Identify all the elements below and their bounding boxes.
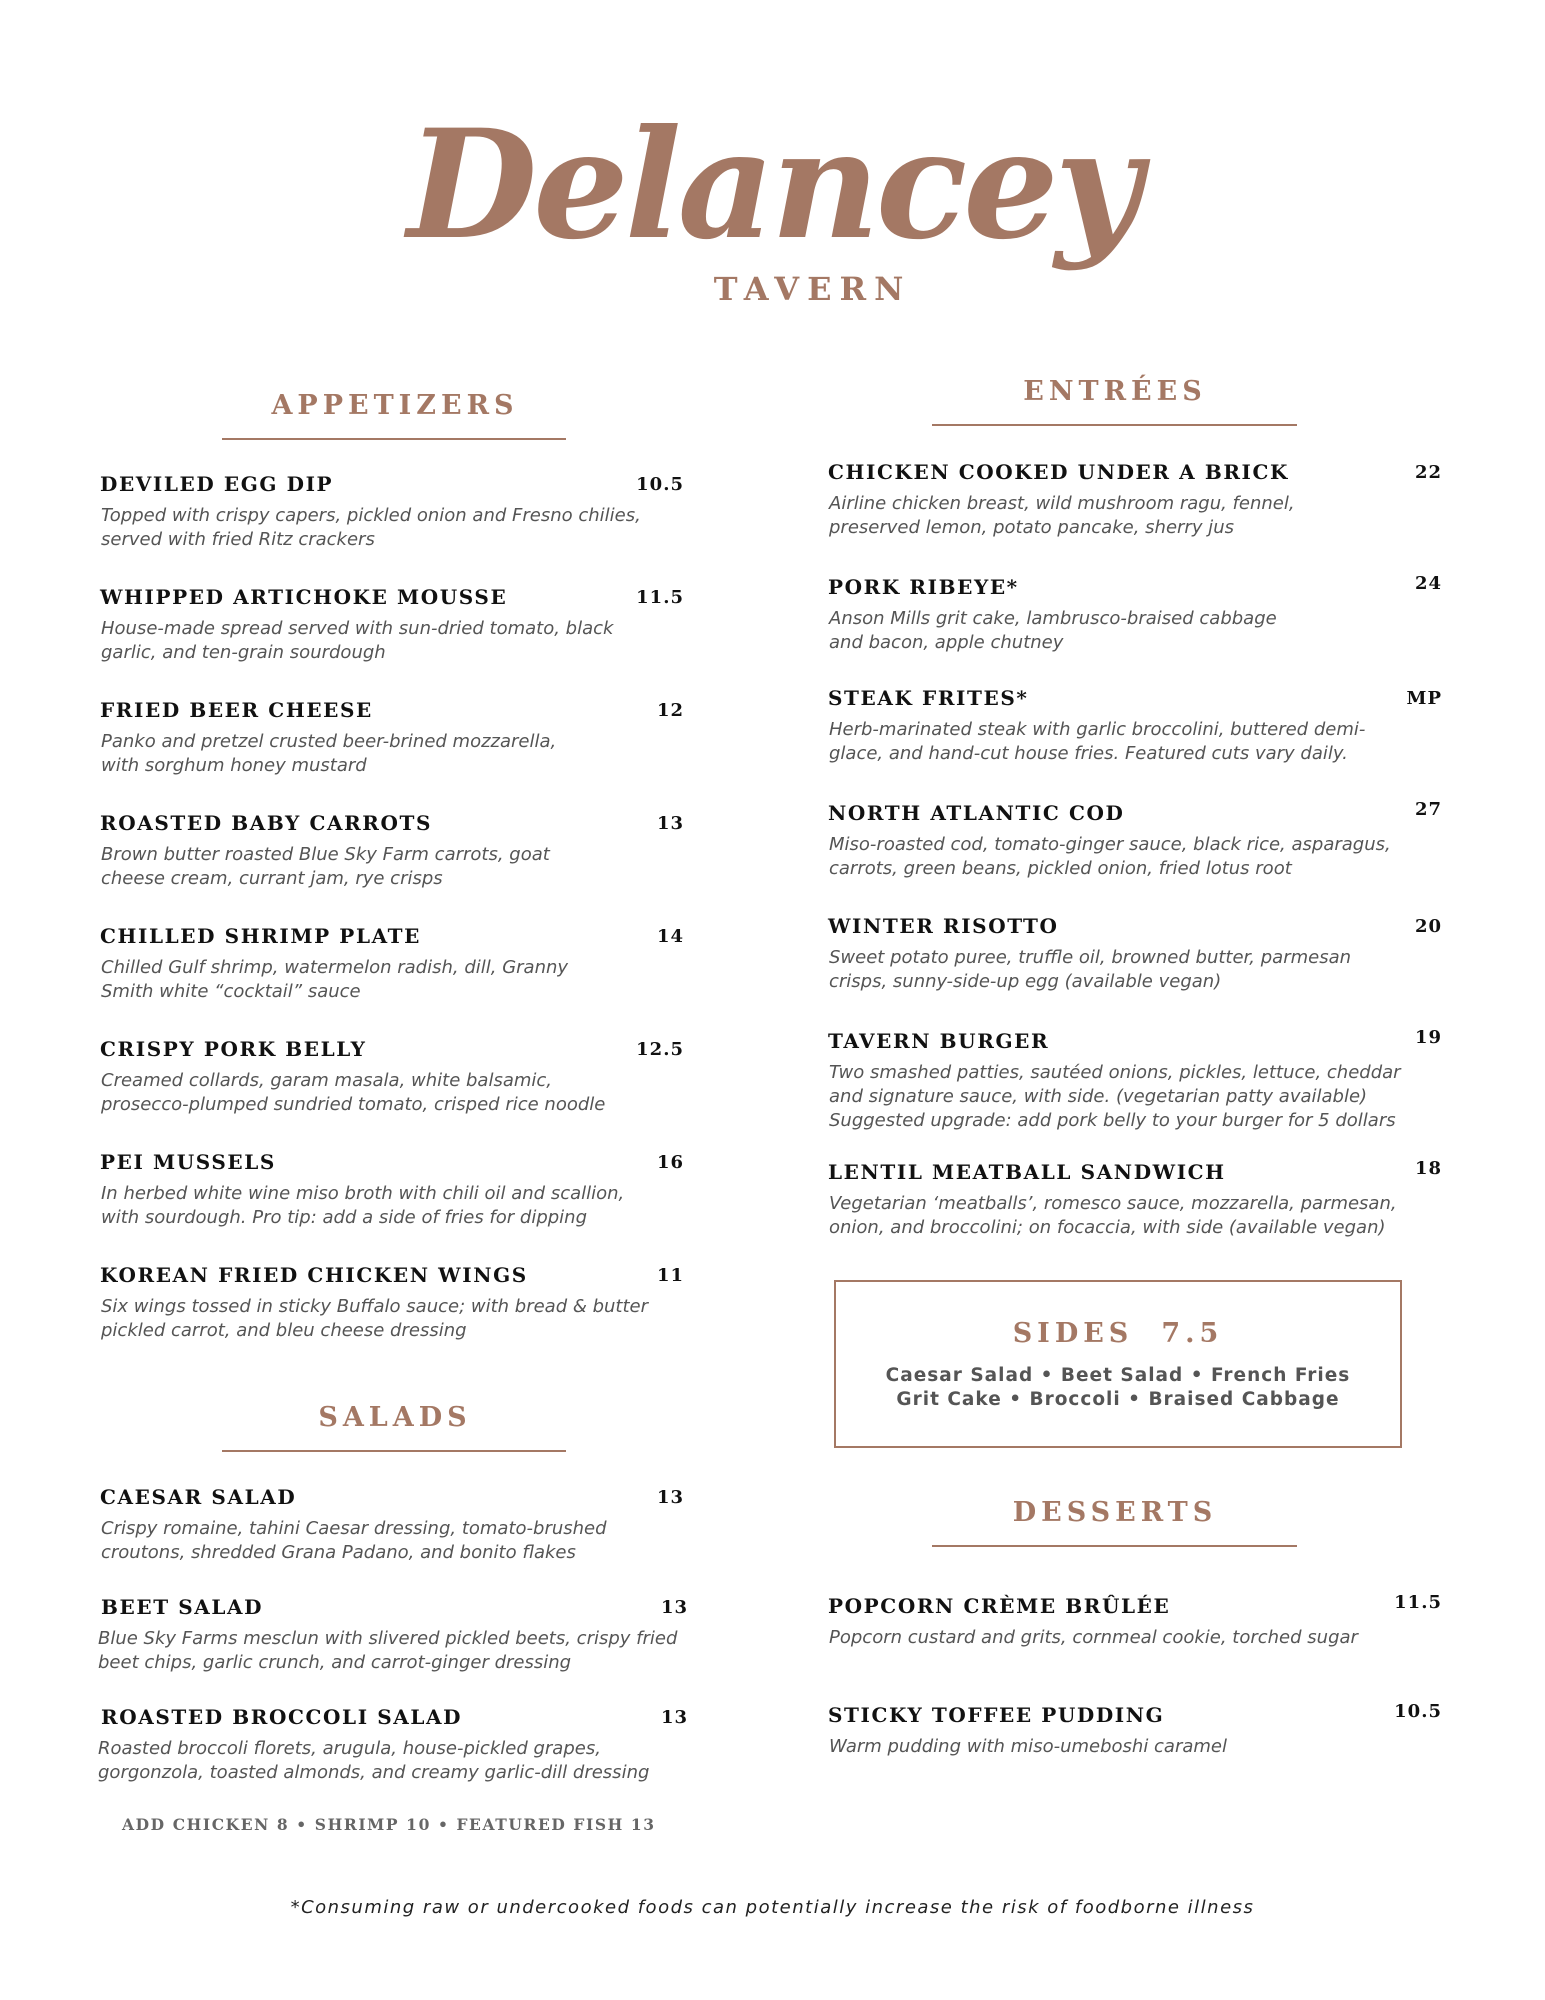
footnote: *Consuming raw or undercooked foods can potentially increase the risk of foodborne illness (290, 1897, 1255, 1918)
item-description: Crispy romaine, tahini Caesar dressing, tomato-brushed croutons, shredded Grana Padano, and bonito flakes (101, 1518, 607, 1563)
item-description: Popcorn custard and grits, cornmeal cookie, torched sugar (829, 1627, 1358, 1648)
item-name: ROASTED BROCCOLI SALAD (101, 1705, 463, 1729)
item-description: In herbed white wine miso broth with chili oil and scallion, with sourdough. Pro tip: add a side of fries for dipping (101, 1183, 625, 1228)
item-description: Vegetarian ‘meatballs’, romesco sauce, mozzarella, parmesan, onion, and broccolini; on focaccia, with side (available vegan) (829, 1193, 1397, 1238)
item-name: STICKY TOFFEE PUDDING (828, 1703, 1165, 1727)
item-price: 13 (656, 813, 684, 834)
item-price: 12 (656, 700, 684, 721)
item-price: 11.5 (636, 587, 684, 608)
item-name: DEVILED EGG DIP (100, 472, 334, 496)
logo-wordmark: Delancey (407, 97, 1138, 273)
desserts-rule (932, 1545, 1297, 1547)
item-price: 27 (1414, 799, 1442, 820)
salads-rule (222, 1450, 566, 1452)
item-name: WINTER RISOTTO (828, 914, 1059, 938)
item-name: ROASTED BABY CARROTS (100, 811, 433, 835)
entrees-heading: ENTRÉES (1023, 376, 1207, 407)
item-price: 22 (1414, 462, 1442, 483)
sides-list-line: Caesar Salad • Beet Salad • French Fries (885, 1365, 1351, 1386)
item-name: WHIPPED ARTICHOKE MOUSSE (100, 585, 508, 609)
item-price: 19 (1414, 1027, 1442, 1048)
item-price: 12.5 (636, 1039, 684, 1060)
item-name: CHICKEN COOKED UNDER A BRICK (828, 460, 1290, 484)
appetizers-heading: APPETIZERS (271, 390, 519, 421)
item-name: CRISPY PORK BELLY (100, 1037, 367, 1061)
item-name: KOREAN FRIED CHICKEN WINGS (100, 1263, 528, 1287)
item-description: Blue Sky Farms mesclun with slivered pickled beets, crispy fried beet chips, garlic crunch, and carrot-ginger dressing (98, 1628, 678, 1673)
item-description: Warm pudding with miso-umeboshi caramel (829, 1736, 1228, 1757)
item-description: Chilled Gulf shrimp, watermelon radish, dill, Granny Smith white “cocktail” sauce (101, 957, 569, 1002)
item-price: 18 (1414, 1158, 1442, 1179)
item-description: House-made spread served with sun-dried tomato, black garlic, and ten-grain sourdough (101, 618, 614, 663)
item-price: 14 (656, 926, 684, 947)
item-price: 20 (1414, 916, 1442, 937)
entrees-rule (932, 424, 1297, 426)
salads-heading: SALADS (318, 1402, 472, 1433)
item-name: FRIED BEER CHEESE (100, 698, 373, 722)
item-name: PEI MUSSELS (100, 1150, 276, 1174)
item-price: 16 (656, 1152, 684, 1173)
item-description: Panko and pretzel crusted beer-brined mozzarella, with sorghum honey mustard (101, 731, 557, 776)
item-name: BEET SALAD (101, 1595, 264, 1619)
item-price: 13 (660, 1707, 688, 1728)
item-description: Sweet potato puree, truffle oil, browned butter, parmesan crisps, sunny-side-up egg (available vegan) (829, 947, 1352, 992)
item-description: Roasted broccoli florets, arugula, house-pickled grapes, gorgonzola, toasted almonds, and creamy garlic-dill dressing (98, 1738, 650, 1783)
desserts-heading: DESSERTS (1012, 1497, 1218, 1528)
item-name: PORK RIBEYE* (828, 575, 1019, 599)
appetizers-rule (222, 438, 566, 440)
item-price: MP (1406, 688, 1442, 709)
item-description: Miso-roasted cod, tomato-ginger sauce, black rice, asparagus, carrots, green beans, pickled onion, fried lotus root (829, 834, 1391, 879)
item-price: 11 (656, 1265, 684, 1286)
logo-subtitle: TAVERN (713, 270, 912, 308)
item-price: 10.5 (636, 474, 684, 495)
item-name: NORTH ATLANTIC COD (828, 801, 1125, 825)
item-description: Brown butter roasted Blue Sky Farm carrots, goat cheese cream, currant jam, rye crisps (101, 844, 550, 889)
sides-list-line: Grit Cake • Broccoli • Braised Cabbage (896, 1389, 1340, 1410)
item-name: POPCORN CRÈME BRÛLÉE (828, 1594, 1171, 1618)
item-description: Herb-marinated steak with garlic broccolini, buttered demi- glace, and hand-cut house fries. Featured cuts vary daily. (829, 719, 1366, 764)
sides-price: 7.5 (1161, 1318, 1224, 1349)
sides-box (834, 1280, 1402, 1448)
item-description: Anson Mills grit cake, lambrusco-braised cabbage and bacon, apple chutney (829, 608, 1277, 653)
item-description: Creamed collards, garam masala, white balsamic, prosecco-plumped sundried tomato, crisped rice noodle (101, 1070, 606, 1115)
item-price: 13 (660, 1597, 688, 1618)
item-name: CAESAR SALAD (100, 1485, 297, 1509)
item-price: 11.5 (1394, 1592, 1442, 1613)
item-description: Topped with crispy capers, pickled onion and Fresno chilies, served with fried Ritz crackers (101, 505, 641, 550)
item-price: 10.5 (1394, 1701, 1442, 1722)
item-name: TAVERN BURGER (828, 1029, 1050, 1053)
sides-heading: SIDES 7.5 (1012, 1318, 1224, 1349)
item-price: 13 (656, 1487, 684, 1508)
item-name: LENTIL MEATBALL SANDWICH (828, 1160, 1226, 1184)
salad-addons: ADD CHICKEN 8 • SHRIMP 10 • FEATURED FISH 13 (122, 1815, 656, 1834)
item-description: Airline chicken breast, wild mushroom ragu, fennel, preserved lemon, potato pancake, sherry jus (829, 493, 1295, 538)
item-description: Two smashed patties, sautéed onions, pickles, lettuce, cheddar and signature sauce, with side. (vegetarian patty available) Suggested upgrade: add pork belly to your burger for 5 dollars (829, 1062, 1401, 1131)
item-name: STEAK FRITES* (828, 686, 1029, 710)
item-name: CHILLED SHRIMP PLATE (100, 924, 421, 948)
item-description: Six wings tossed in sticky Buffalo sauce; with bread & butter pickled carrot, and bleu cheese dressing (101, 1296, 649, 1341)
item-price: 24 (1414, 573, 1442, 594)
